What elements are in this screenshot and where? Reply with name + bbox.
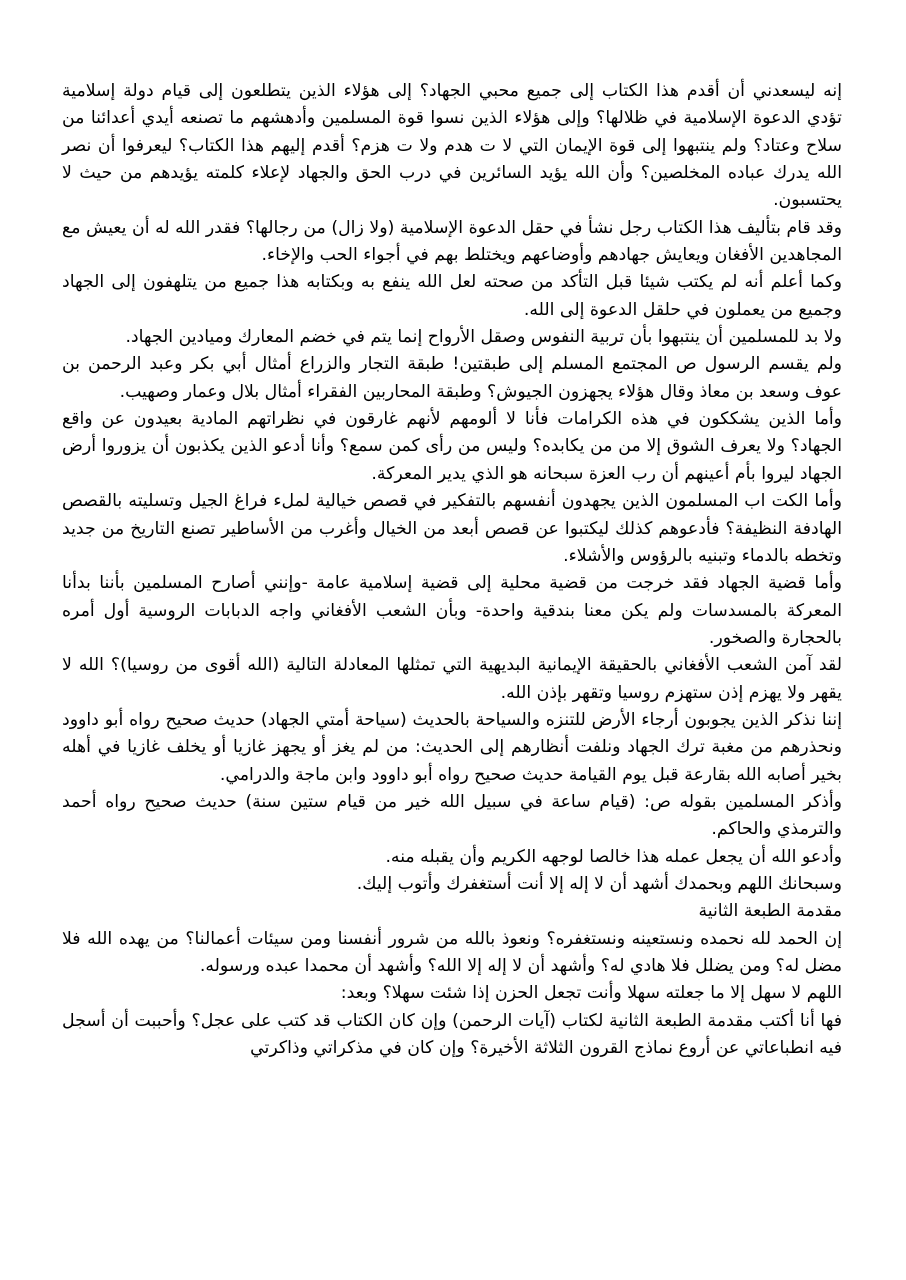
paragraph-praise: إن الحمد لله نحمده ونستعينه ونستغفره؟ ونعوذ بالله من شرور أنفسنا ومن سيئات أعمالنا؟ من يهده الله فلا مضل له؟ ومن يضلل فلا هادي له؟ وأشهد أن لا إله إلا الله؟ وأشهد أن محمدا عبده ورسوله. [62,928,842,976]
paragraph-cause: وأما قضية الجهاد فقد خرجت من قضية محلية إلى قضية إسلامية عامة -وإنني أصارح المسلمين بأننا بدأنا المعركة بالمسدسات ولم يكن معنا بندقية واحدة- وبأن الشعب الأفغاني واجه الدبابات الروسية أول أمره بالحجارة والصخور. [62,573,842,648]
paragraph-dedication: إنه ليسعدني أن أقدم هذا الكتاب إلى جميع محبي الجهاد؟ إلى هؤلاء الذين يتطلعون إلى قيام دولة إسلامية تؤدي الدعوة الإسلامية في ظلالها؟ وإلى هؤلاء الذين نسوا قوة المسلمين وأدهشهم ما تصنعه أيدي أعدائنا من سلاح وعتاد؟ ولم ينتبهوا إلى قوة الإيمان التي لا ت هدم ولا ت هزم؟ أقدم إليهم هذا الكتاب؟ ليعرفوا أن نصر الله يدرك عباده المخلصين؟ وأن الله يؤيد السائرين في درب الحق والجهاد لإعلاء كلمته يؤيدهم من حيث لا يحتسبون. [62,81,842,211]
paragraph-doubters: وأما الذين يشككون في هذه الكرامات فأنا لا ألومهم لأنهم غارقون في نظراتهم المادية بعيدون عن واقع الجهاد؟ ولا يعرف الشوق إلا من من يكابده؟ وليس من رأى كمن سمع؟ وأنا أدعو الذين يكذبون أن يزوروا أرض الجهاد ليروا بأم أعينهم أن رب العزة سبحانه هو الذي يدير المعركة. [62,409,842,484]
paragraph-reminder-hadith: وأذكر المسلمين بقوله ص: (قيام ساعة في سبيل الله خير من قيام ستين سنة) حديث صحيح رواه أحمد والترمذي والحاكم. [62,791,842,840]
paragraph-tourism-hadith: إننا نذكر الذين يجوبون أرجاء الأرض للتنزه والسياحة بالحديث (سياحة أمتي الجهاد) حديث صحيح رواه أبو داوود ونحذرهم من مغبة ترك الجهاد ونلفت أنظارهم إلى الحديث: من لم يغز أو يجهز غازيا أو يخلف غازيا في أهله بخير أصابه الله بقارعة قبل يوم القيامة حديث صحيح رواه أبو داوود وابن ماجة والدرامي. [62,709,842,785]
paragraph-ease-prayer: اللهم لا سهل إلا ما جعلته سهلا وأنت تجعل الحزن إذا شئت سهلا؟ وبعد: [340,983,842,1004]
paragraph-accuracy: وكما أعلم أنه لم يكتب شيئا قبل التأكد من صحته لعل الله ينفع به وبكتابه هذا جميع من يتلهفون إلى الجهاد وجميع من يعملون في حلقل الدعوة إلى الله. [62,272,842,320]
document-page [62,78,842,1062]
paragraph-closing-prayer: وسبحانك اللهم وبحمدك أشهد أن لا إله إلا أنت أستغفرك وأتوب إليك. [356,873,842,894]
paragraph-second-edition: فها أنا أكتب مقدمة الطبعة الثانية لكتاب (آيات الرحمن) وإن كان الكتاب قد كتب على عجل؟ وأحببت أن أسجل فيه انطباعاتي عن أروع نماذج القرون الثلاثة الأخيرة؟ وإن كان في مذكراتي وذاكرتي [62,1010,842,1059]
paragraph-supplication: وأدعو الله أن يجعل عمله هذا خالصا لوجهه الكريم وأن يقبله منه. [385,846,842,867]
section-heading: مقدمة الطبعة الثانية [698,901,842,922]
paragraph-belief: لقد آمن الشعب الأفغاني بالحقيقة الإيمانية البديهية التي تمثلها المعادلة التالية (الله أقوى من روسيا)؟ الله لا يقهر ولا يهزم إذن ستهزم روسيا وتقهر بإذن الله. [62,655,842,703]
paragraph-classes: ولم يقسم الرسول ص المجتمع المسلم إلى طبقتين! طبقة التجار والزراع أمثال أبي بكر وعبد الرحمن بن عوف وسعد بن معاذ وقال هؤلاء يجهزون الجيوش؟ وطبقة المحاربين الفقراء أمثال بلال وعمار وصهيب. [62,354,842,402]
paragraph-training: ولا بد للمسلمين أن ينتبهوا بأن تربية النفوس وصقل الأرواح إنما يتم في خضم المعارك وميادين الجهاد. [125,327,842,348]
paragraph-writers: وأما الكت اب المسلمون الذين يجهدون أنفسهم بالتفكير في قصص خيالية لملء فراغ الجيل وتسليته بالقصص الهادفة النظيفة؟ فأدعوهم كذلك ليكتبوا عن قصص أبعد من الخيال وأغرب من الأساطير تصنع التاريخ من جديد وتخطه بالدماء وتبنيه بالرؤوس والأشلاء. [62,491,842,566]
paragraph-author: وقد قام بتأليف هذا الكتاب رجل نشأ في حقل الدعوة الإسلامية (ولا زال) من رجالها؟ فقدر الله له أن يعيش مع المجاهدين الأفغان ويعايش جهادهم وأوضاعهم ويختلط بهم في أجواء الحب والإخاء. [62,217,842,266]
